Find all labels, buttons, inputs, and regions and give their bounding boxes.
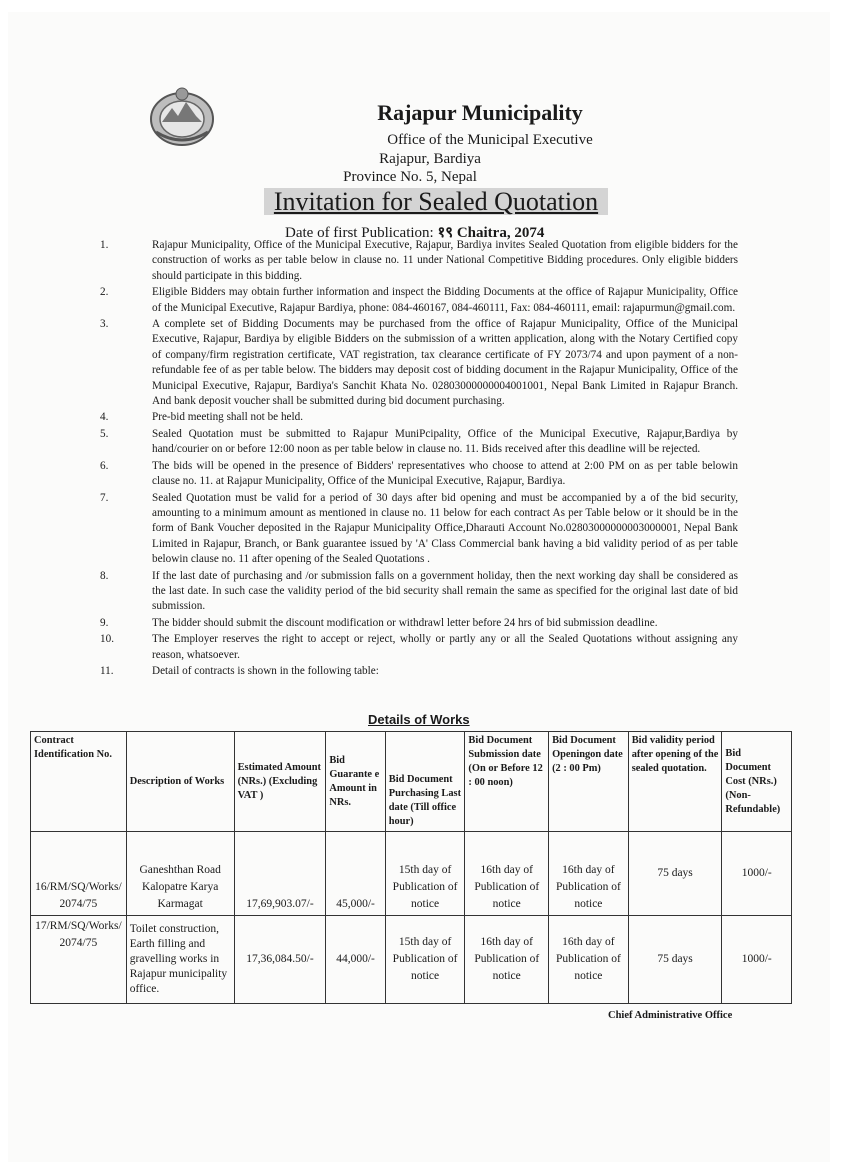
table-cell: 16th day of Publication of notice [465, 832, 549, 916]
table-row [31, 832, 792, 916]
province-line: Province No. 5, Nepal [343, 169, 477, 185]
clause-text: If the last date of purchasing and /or submission falls on a government holiday, then the next working day shall be considered as the last date. In such case the validity period of the bid security shall remain the same as specified for the original last date of bid submission. [152, 569, 738, 613]
list-item [100, 491, 738, 568]
column-header: Bid Document Openingon date (2 : 00 Pm) [549, 732, 629, 832]
list-item [100, 664, 738, 679]
list-item [100, 410, 738, 425]
table-cell: 16th day of Publication of notice [549, 832, 629, 916]
publication-label: Date of first Publication: [285, 225, 434, 241]
clause-text: A complete set of Bidding Documents may be purchased from the office of Rajapur Municipality, Office of the Municipal Executive, Rajapur, Bardiya by eligible Bidders on the submission of a written application, along with the Notary Certified copy of company/firm registration certificate, VAT registration, tax clearance certificate of FY 2073/74 and upon payment of a non-refundable fee of as per table below. The bidders may deposit cost of bidding document in the Rajapur Municipality, Office of the Municipal Executive, Rajapur, Bardiya's Sanchit Khata No. 02803000000004001001, Nepal Bank Limited in Rajapur Branch. And bank deposit voucher shall be submitted during bid document purchasing. [152, 318, 738, 408]
clause-list [100, 238, 738, 680]
clause-text: The bidder should submit the discount modification or withdrawl letter before 24 hrs of bid submission deadline. [152, 616, 658, 629]
column-header: Bid Document Purchasing Last date (Till office hour) [385, 732, 465, 832]
clause-number: 1. [100, 239, 109, 251]
clause-text: The Employer reserves the right to accept or reject, wholly or partly any or all the Sealed Quotations without assigning any reason, whatsoever. [152, 633, 738, 661]
list-item [100, 616, 738, 631]
clause-number: 11. [100, 664, 114, 677]
column-header: Contract Identification No. [31, 732, 127, 832]
table-cell: 44,000/- [326, 916, 385, 1004]
table-cell: 15th day of Publication of notice [385, 832, 465, 916]
clause-text: Detail of contracts is shown in the following table: [152, 664, 379, 677]
table-cell: 75 days [628, 916, 722, 1004]
clause-number: 7. [100, 491, 109, 504]
details-title: Details of Works [368, 712, 470, 727]
column-header: Bid validity period after opening of the sealed quotation. [628, 732, 722, 832]
clause-number: 10. [100, 633, 114, 646]
clause-number: 5. [100, 427, 109, 440]
table-row [31, 916, 792, 1004]
list-item [100, 632, 738, 663]
column-header: Bid Guarante e Amount in NRs. [326, 732, 385, 832]
column-header: Description of Works [126, 732, 234, 832]
list-item [100, 427, 738, 458]
column-header: Estimated Amount (NRs.) (Excluding VAT ) [234, 732, 326, 832]
clause-text: Pre-bid meeting shall not be held. [152, 411, 303, 424]
table-cell: 17,36,084.50/- [234, 916, 326, 1004]
column-header: Bid Document Submission date (On or Before 12 : 00 noon) [465, 732, 549, 832]
clause-number: 9. [100, 616, 109, 629]
municipality-title: Rajapur Municipality [377, 100, 583, 125]
table-cell: 45,000/- [326, 832, 385, 916]
office-line: Office of the Municipal Executive [387, 132, 593, 148]
notice-heading: Invitation for Sealed Quotation [264, 188, 608, 215]
table-cell: 16th day of Publication of notice [549, 916, 629, 1004]
table-cell: 75 days [628, 832, 722, 916]
table-cell: 15th day of Publication of notice [385, 916, 465, 1004]
table-cell: 16/RM/SQ/Works/2074/75 [31, 832, 127, 916]
list-item [100, 238, 738, 284]
table-cell: Ganeshthan Road Kalopatre Karya Karmagat [126, 832, 234, 916]
address-line: Rajapur, Bardiya [379, 151, 481, 167]
table-cell: 1000/- [722, 832, 792, 916]
table-header-row [31, 732, 792, 832]
table-cell: 16th day of Publication of notice [465, 916, 549, 1004]
clause-text: Sealed Quotation must be submitted to Rajapur MuniPcipality, Office of the Municipal Executive, Rajapur,Bardiya by hand/courier on or before 12:00 noon as per table below in clause no. 11. Bids received after this deadline will be rejected. [152, 427, 738, 456]
clause-number: 2. [100, 286, 109, 299]
clause-number: 4. [100, 411, 109, 424]
column-header: Bid Document Cost (NRs.) (Non-Refundable) [722, 732, 792, 832]
clause-text: Eligible Bidders may obtain further information and inspect the Bidding Documents at the office of Rajapur Municipality, Office of the Municipal Executive, Rajapur Bardiya, phone: 084-460167, 084-460111, Fax: 084-460111, email: rajapurmun@gmail.com. [152, 286, 738, 314]
list-item [100, 285, 738, 316]
clause-text: The bids will be opened in the presence of Bidders' representatives who choose to attend at 2:00 PM on as per table belowin clause no. 11. at Rajapur Municipality, Office of the Municipal Executive, Rajapur, Bardiya. [152, 459, 738, 488]
clause-number: 6. [100, 459, 109, 472]
table-cell: 1000/- [722, 916, 792, 1004]
list-item [100, 459, 738, 490]
nepal-emblem-icon [148, 86, 216, 148]
signature-line: Chief Administrative Office [608, 1010, 733, 1021]
works-table [30, 731, 792, 1004]
publication-value: १९ Chaitra, 2074 [437, 225, 545, 241]
table-cell: 17/RM/SQ/Works/2074/75 [31, 916, 127, 1004]
list-item [100, 317, 738, 409]
list-item [100, 569, 738, 615]
clause-text: Rajapur Municipality, Office of the Municipal Executive, Rajapur, Bardiya invites Sealed Quotation from eligible bidders for the construction of works as per table below in clause no. 11 under National Competitive Bidding procedures. Only eligible bidders should participate in this bidding. [152, 239, 738, 282]
clause-text: Sealed Quotation must be valid for a period of 30 days after bid opening and must be accompanied by a of the bid security, amounting to a minimum amount as mentioned in clause no. 11 below for each contract As per Table below or it should be in the form of Bank Voucher deposited in the Rajapur Municipality Office,Dharauti Account No.02803000000003000001, Nepal Bank Limited in Rajapur, Branch, or Bank guarantee issued by 'A' Class Commercial bank having a bid validity period of as per table belowin clause no. 11 after opening of the Sealed Quotations . [152, 491, 738, 566]
clause-number: 3. [100, 318, 109, 331]
clause-number: 8. [100, 569, 109, 582]
table-cell: 17,69,903.07/- [234, 832, 326, 916]
table-cell: Toilet construction, Earth filling and gravelling works in Rajapur municipality office. [126, 916, 234, 1004]
